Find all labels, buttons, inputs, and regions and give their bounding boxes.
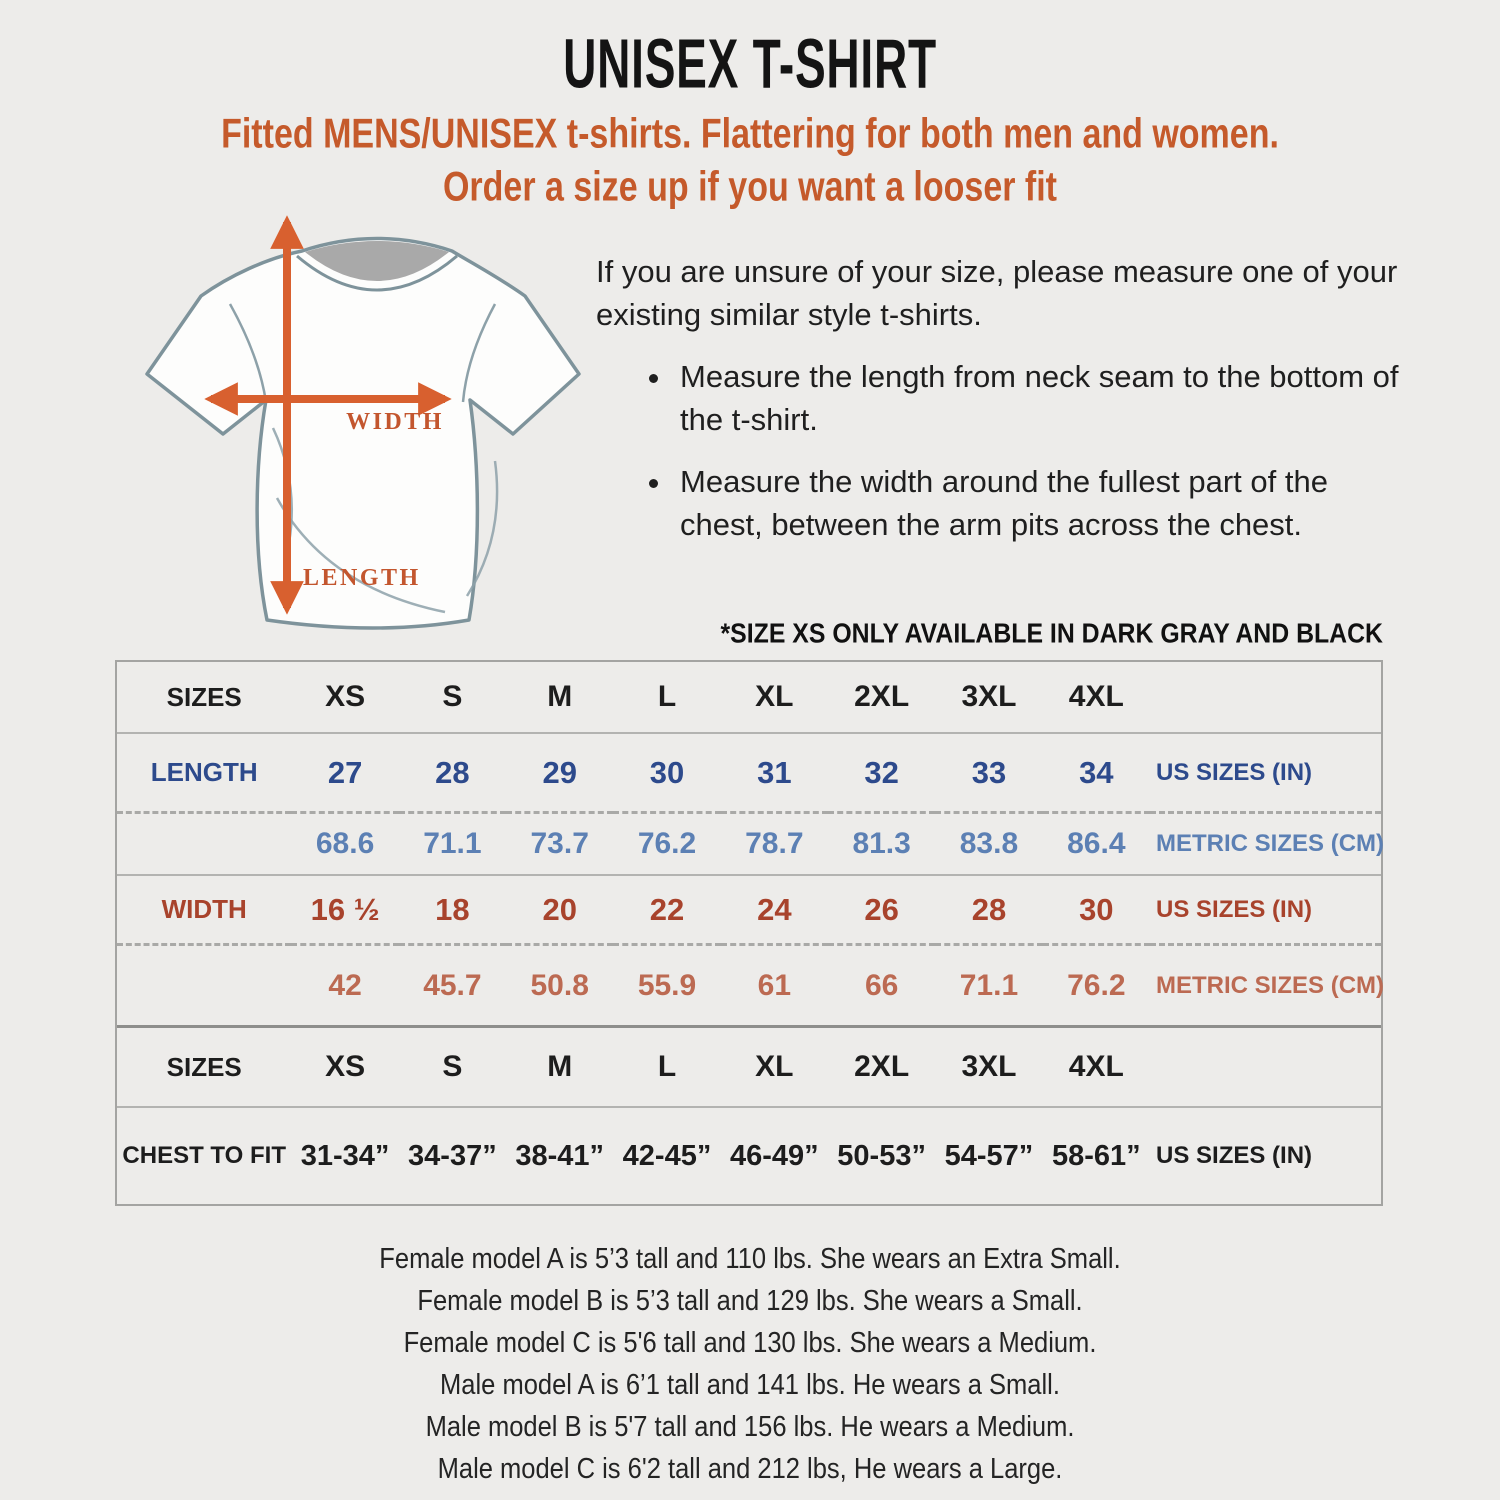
- size-value: 27: [291, 734, 398, 814]
- size-value: 66: [828, 946, 935, 1028]
- row-label: SIZES: [117, 1028, 291, 1108]
- size-value: XL: [721, 662, 828, 734]
- size-value: 31-34”: [300, 1139, 390, 1172]
- table-row: [117, 734, 1381, 814]
- size-value: 16 ½: [291, 876, 398, 946]
- size-value: 61: [721, 946, 828, 1028]
- size-value: 34: [1043, 734, 1150, 814]
- size-value: 20: [506, 876, 613, 946]
- instructions-list: [596, 355, 1406, 547]
- size-value: 22: [613, 876, 720, 946]
- row-label: WIDTH: [117, 876, 291, 946]
- size-value: 2XL: [828, 662, 935, 734]
- size-value: XL: [721, 1028, 828, 1108]
- page-title: UNISEX T-SHIRT: [563, 25, 937, 103]
- unit-label: US SIZES (IN): [1156, 1142, 1313, 1169]
- row-label: SIZES: [117, 662, 291, 734]
- size-value: 50-53”: [837, 1139, 926, 1172]
- table-row: [117, 946, 1385, 1028]
- length-label: LENGTH: [303, 565, 421, 591]
- subtitle-line-1: Fitted MENS/UNISEX t-shirts. Flattering for both men and women.: [221, 111, 1279, 157]
- size-table: [115, 660, 1383, 1206]
- tshirt-illustration: [126, 206, 598, 638]
- instruction-item: • Measure the length from neck seam to the bottom of the t-shirt.: [674, 355, 1406, 442]
- size-value: 29: [506, 734, 613, 814]
- width-label: WIDTH: [346, 409, 444, 435]
- unit-label: US SIZES (IN): [1150, 876, 1381, 946]
- size-value: 83.8: [935, 814, 1042, 876]
- size-value: 4XL: [1043, 1028, 1150, 1108]
- size-value: 68.6: [291, 814, 398, 876]
- table-row: [117, 814, 1385, 876]
- size-value: 76.2: [1043, 946, 1150, 1028]
- model-note-line: Female model A is 5’3 tall and 110 lbs. She wears an Extra Small.: [379, 1243, 1121, 1275]
- size-value: 76.2: [613, 814, 720, 876]
- unit-label: [1150, 662, 1381, 734]
- size-value: 71.1: [399, 814, 506, 876]
- size-value: S: [399, 662, 506, 734]
- unit-label: US SIZES (IN): [1150, 734, 1381, 814]
- size-value: 2XL: [828, 1028, 935, 1108]
- size-value: 33: [935, 734, 1042, 814]
- size-value: 4XL: [1043, 662, 1150, 734]
- row-label: [117, 814, 291, 876]
- size-value: XS: [291, 1028, 398, 1108]
- size-value: 30: [613, 734, 720, 814]
- size-value: 73.7: [506, 814, 613, 876]
- size-value: M: [506, 1028, 613, 1108]
- size-value: 3XL: [935, 1028, 1042, 1108]
- size-value: 24: [721, 876, 828, 946]
- tshirt-diagram: [126, 206, 598, 638]
- size-value: 54-57”: [944, 1139, 1034, 1172]
- size-value: 46-49”: [729, 1139, 819, 1172]
- model-note-line: Female model C is 5'6 tall and 130 lbs. She wears a Medium.: [403, 1327, 1097, 1360]
- row-label: CHEST TO FIT: [122, 1142, 286, 1169]
- size-value: L: [613, 1028, 720, 1108]
- instruction-item: • Measure the width around the fullest part of the chest, between the arm pits across the chest.: [674, 460, 1406, 547]
- instructions-intro: If you are unsure of your size, please measure one of your existing similar style t-shirts.: [596, 254, 1398, 333]
- size-value: 45.7: [399, 946, 506, 1028]
- size-value: 55.9: [613, 946, 720, 1028]
- size-value: 28: [935, 876, 1042, 946]
- size-value: 38-41”: [515, 1139, 605, 1172]
- size-value: L: [613, 662, 720, 734]
- size-value: 58-61”: [1051, 1139, 1141, 1172]
- size-value: 78.7: [721, 814, 828, 876]
- size-value: 31: [721, 734, 828, 814]
- size-value: 50.8: [506, 946, 613, 1028]
- xs-availability-note: *SIZE XS ONLY AVAILABLE IN DARK GRAY AND BLACK: [720, 618, 1383, 649]
- row-label: LENGTH: [117, 734, 291, 814]
- unit-label: METRIC SIZES (CM): [1150, 946, 1381, 1028]
- size-value: 3XL: [935, 662, 1042, 734]
- table-row: [117, 1108, 1381, 1204]
- model-note-line: Male model A is 6’1 tall and 141 lbs. He wears a Small.: [440, 1369, 1060, 1402]
- size-value: 32: [828, 734, 935, 814]
- model-note-line: Male model B is 5'7 tall and 156 lbs. He wears a Medium.: [425, 1411, 1075, 1444]
- size-value: 42-45”: [622, 1139, 712, 1172]
- size-value: 81.3: [828, 814, 935, 876]
- size-value: 34-37”: [408, 1139, 497, 1172]
- measuring-instructions: [596, 250, 1406, 564]
- unit-label: [1150, 1028, 1381, 1108]
- page-subtitle: [113, 108, 1388, 214]
- size-value: XS: [291, 662, 398, 734]
- size-value: 26: [828, 876, 935, 946]
- size-value: 28: [399, 734, 506, 814]
- size-value: 71.1: [935, 946, 1042, 1028]
- table-row: [117, 876, 1381, 946]
- row-label: [117, 946, 291, 1028]
- unit-label: METRIC SIZES (CM): [1150, 814, 1381, 876]
- size-value: 18: [399, 876, 506, 946]
- size-value: 42: [291, 946, 398, 1028]
- model-notes: [90, 1238, 1410, 1490]
- size-value: S: [399, 1028, 506, 1108]
- size-value: 30: [1043, 876, 1150, 946]
- table-row: [117, 1028, 1381, 1108]
- subtitle-line-2: Order a size up if you want a looser fit: [442, 164, 1058, 211]
- model-note-line: Male model C is 6'2 tall and 212 lbs, He wears a Large.: [437, 1453, 1063, 1486]
- table-row: [117, 662, 1381, 734]
- size-value: 86.4: [1043, 814, 1150, 876]
- model-note-line: Female model B is 5’3 tall and 129 lbs. She wears a Small.: [417, 1285, 1083, 1318]
- size-value: M: [506, 662, 613, 734]
